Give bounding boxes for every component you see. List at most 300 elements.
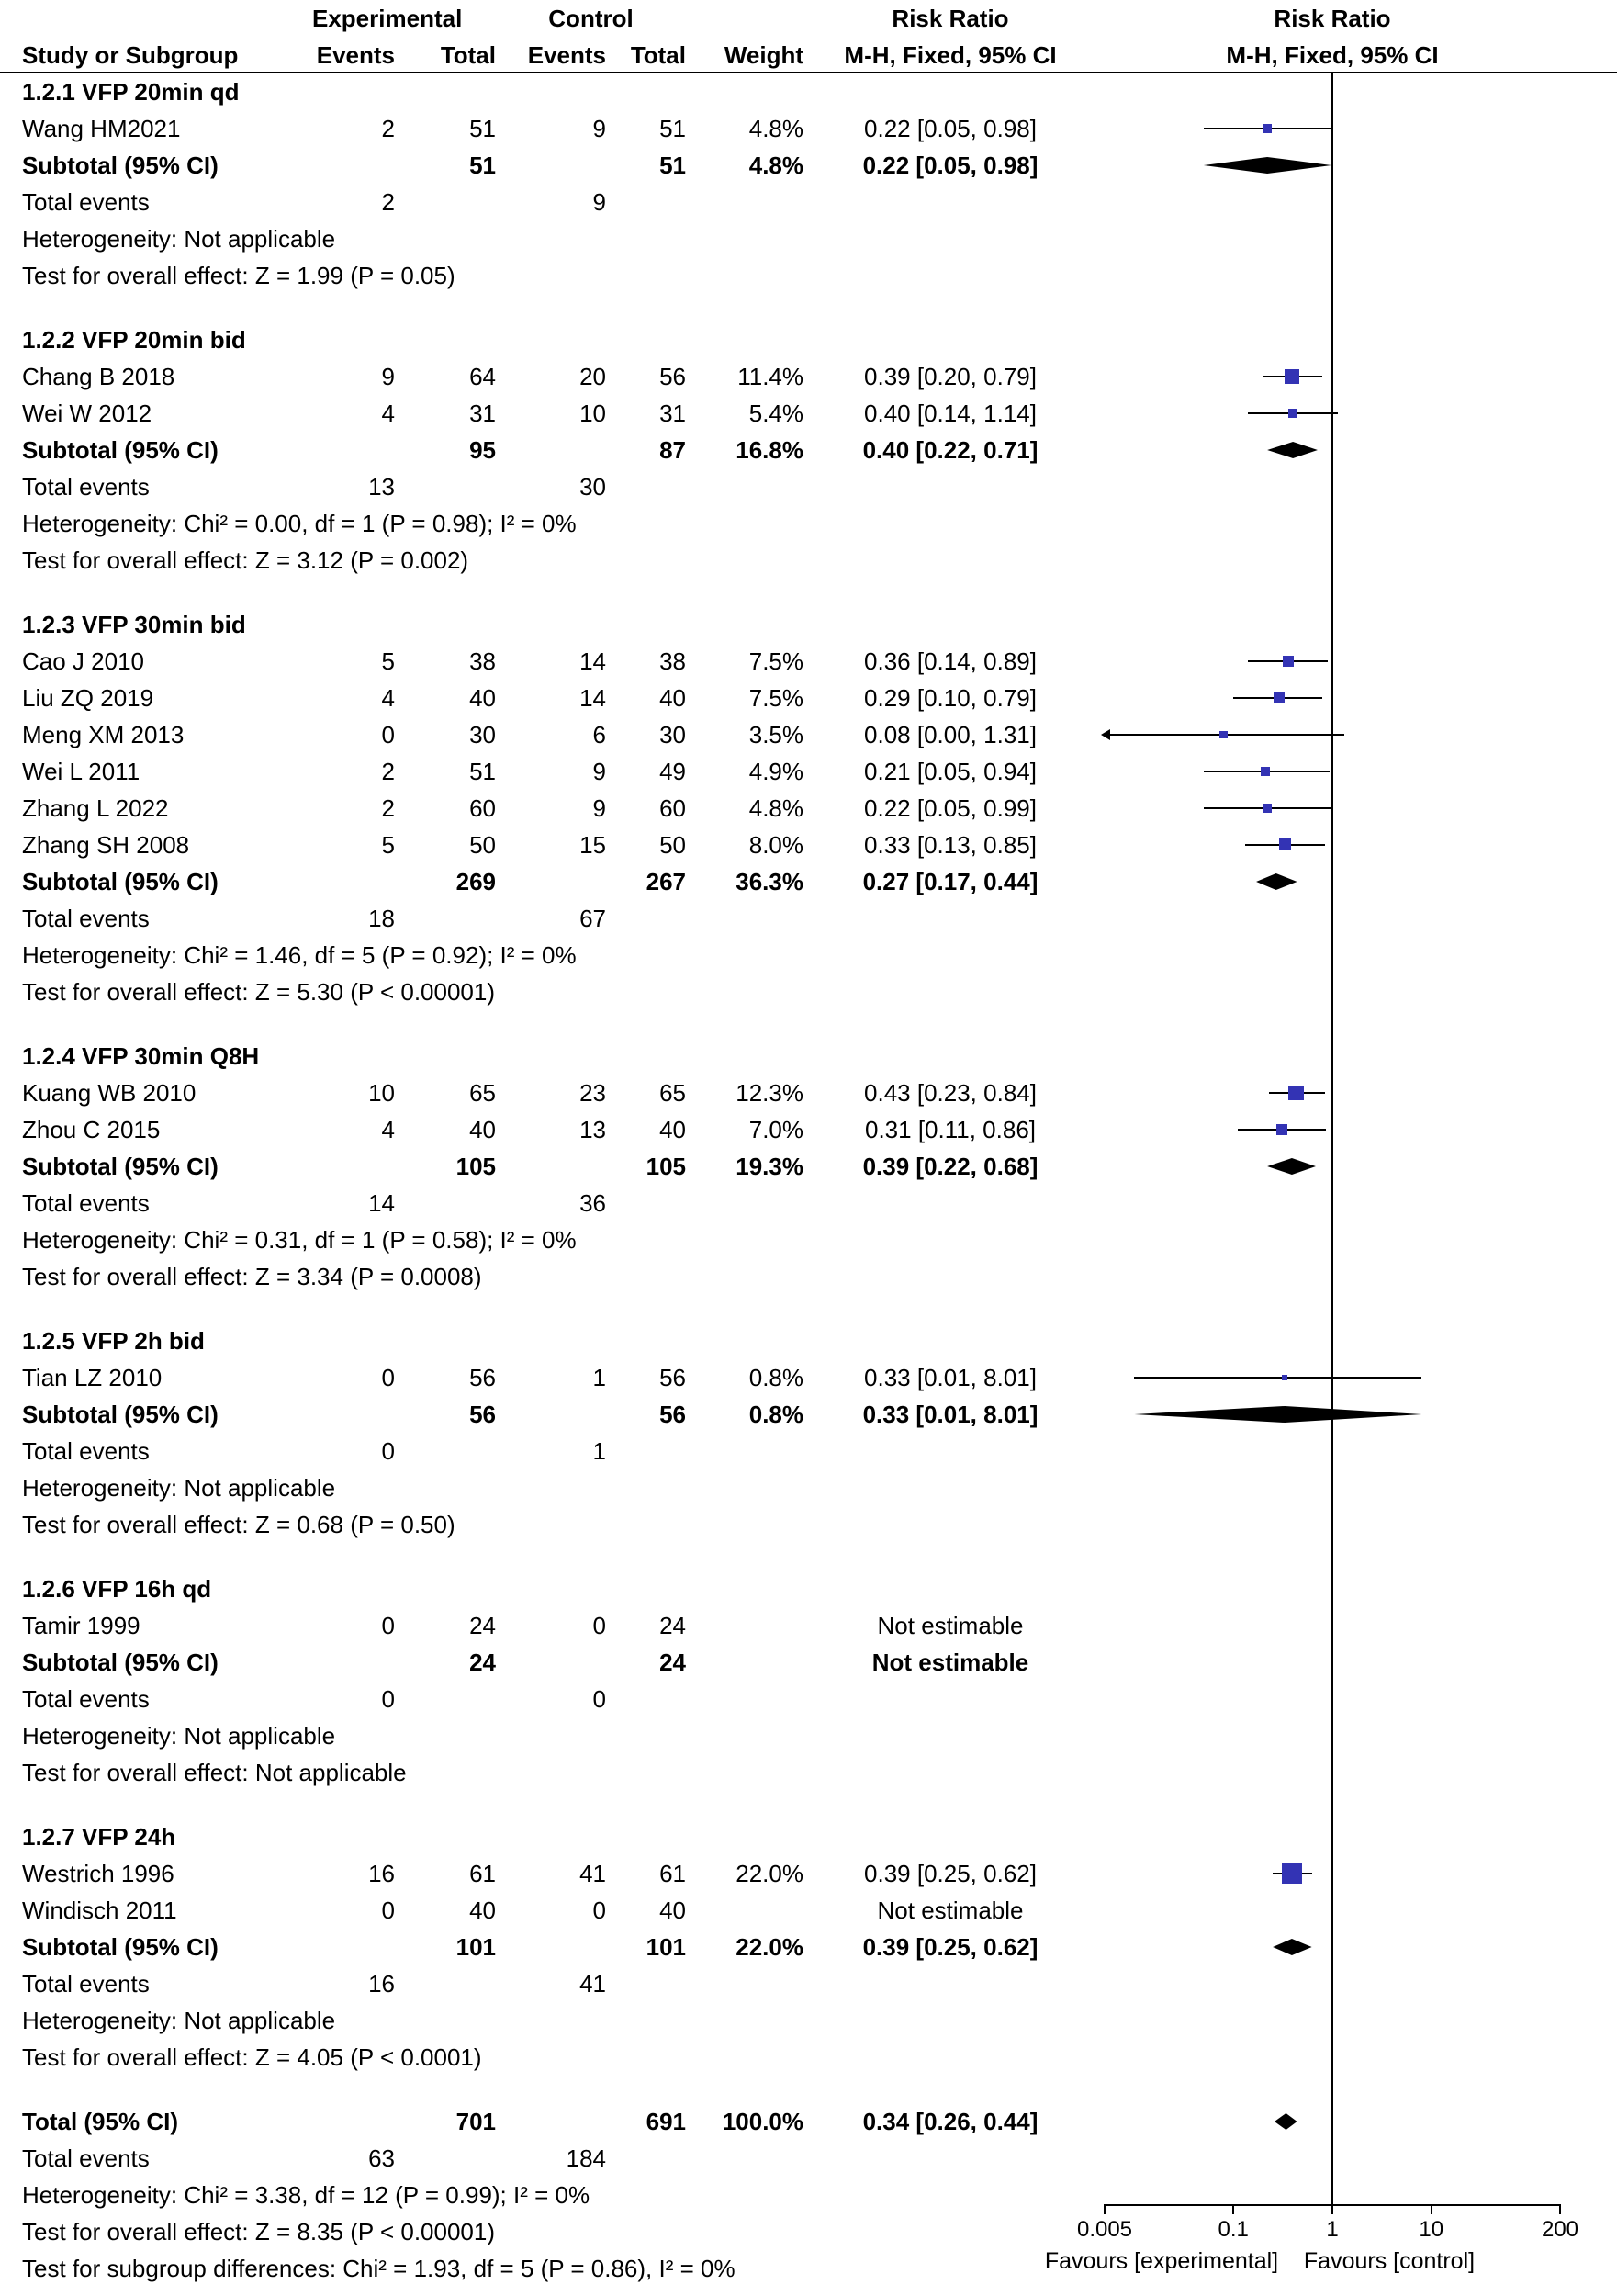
total-control: 267 [646, 868, 686, 895]
events-control: 41 [579, 1970, 606, 1998]
total-control: 65 [659, 1079, 686, 1107]
events-experimental: 5 [381, 831, 395, 859]
plot-cell [1097, 1892, 1617, 1929]
effect-square [1282, 1375, 1287, 1380]
ci-value [803, 1965, 1097, 2002]
ci-value: 0.29 [0.10, 0.79] [864, 684, 1037, 712]
subgroup-title: 1.2.2 VFP 20min bid [22, 326, 246, 354]
axis-tick [1232, 2204, 1234, 2214]
total-control [606, 468, 686, 505]
study-label: Total events [22, 473, 150, 501]
events-control: 20 [579, 363, 606, 390]
plot-cell [1097, 468, 1617, 505]
study-label: Meng XM 2013 [22, 721, 185, 748]
total-control [606, 900, 686, 937]
footnote: Heterogeneity: Not applicable [22, 1474, 336, 1502]
total-control [606, 1965, 686, 2002]
total-control: 40 [659, 684, 686, 712]
subgroup-title-row [0, 73, 1617, 110]
ci-value: 0.34 [0.26, 0.44] [862, 2108, 1039, 2135]
note-row [0, 1506, 1617, 1543]
total-experimental: 269 [455, 868, 496, 895]
subgroup-title: 1.2.3 VFP 30min bid [22, 611, 246, 638]
header-weight: Weight [724, 41, 803, 69]
total-control: 30 [659, 721, 686, 748]
study-label: Tamir 1999 [22, 1612, 140, 1639]
header-total-ctrl: Total [630, 41, 686, 69]
events-experimental: 2 [381, 794, 395, 822]
study-row [0, 110, 1617, 147]
plot-cell [1097, 395, 1617, 432]
plot-cell [1097, 1929, 1617, 1965]
plot-cell [1097, 753, 1617, 790]
arrow-left-icon [1101, 729, 1110, 740]
weight-value: 16.8% [736, 436, 803, 464]
plot-cell [1097, 716, 1617, 753]
effect-square [1288, 1086, 1303, 1100]
total-control: 49 [659, 758, 686, 785]
plot-cell [1097, 542, 1617, 579]
plot-cell [1097, 1506, 1617, 1543]
plot-cell [1097, 73, 1617, 110]
events-experimental: 2 [381, 115, 395, 142]
study-label: Subtotal (95% CI) [22, 1153, 219, 1180]
events-experimental: 16 [368, 1970, 395, 1998]
header-events-exp: Events [316, 41, 395, 69]
study-label: Liu ZQ 2019 [22, 684, 154, 712]
plot-cell [1097, 1570, 1617, 1607]
note-row [0, 220, 1617, 257]
effect-square [1288, 409, 1298, 419]
total-control: 38 [659, 647, 686, 675]
study-row [0, 1075, 1617, 1111]
footnote: Heterogeneity: Not applicable [22, 1722, 336, 1750]
total-control: 56 [659, 1401, 686, 1428]
total-control: 56 [659, 1364, 686, 1391]
events-experimental: 14 [368, 1189, 395, 1217]
footnote: Heterogeneity: Chi² = 1.46, df = 5 (P = 0.92); I² = 0% [22, 941, 577, 969]
events-experimental: 0 [381, 721, 395, 748]
plot-cell [1097, 1717, 1617, 1754]
weight-value: 4.8% [748, 152, 803, 179]
events-control: 9 [592, 758, 606, 785]
events-control: 15 [579, 831, 606, 859]
total-control: 40 [659, 1116, 686, 1143]
weight-value: 5.4% [748, 400, 803, 427]
events-experimental [312, 1929, 395, 1965]
total-experimental [395, 1681, 496, 1717]
note-row [0, 1717, 1617, 1754]
ci-value: Not estimable [877, 1896, 1024, 1924]
total-control: 51 [659, 152, 686, 179]
axis-tick [1431, 2204, 1432, 2214]
study-label: Zhang SH 2008 [22, 831, 190, 859]
events-control: 14 [579, 684, 606, 712]
ci-value [803, 2140, 1097, 2177]
events-experimental: 5 [381, 647, 395, 675]
events-control: 1 [592, 1437, 606, 1465]
plot-cell [1097, 147, 1617, 184]
weight-value: 7.0% [748, 1116, 803, 1143]
study-label: Total events [22, 1685, 150, 1713]
ci-value [803, 1185, 1097, 1221]
subtotal-row [0, 1148, 1617, 1185]
study-label: Subtotal (95% CI) [22, 868, 219, 895]
x-axis [1044, 2195, 1617, 2296]
study-label: Total events [22, 1970, 150, 1998]
note-row [0, 542, 1617, 579]
events-control: 0 [592, 1685, 606, 1713]
events-experimental: 2 [381, 188, 395, 216]
ci-value: 0.36 [0.14, 0.89] [864, 647, 1037, 675]
events-experimental: 2 [381, 758, 395, 785]
total-experimental: 64 [469, 363, 496, 390]
weight-value: 0.8% [748, 1364, 803, 1391]
total-experimental: 24 [469, 1649, 496, 1676]
plot-cell [1097, 2002, 1617, 2039]
weight-value: 12.3% [736, 1079, 803, 1107]
events-experimental: 0 [381, 1685, 395, 1713]
total-experimental: 56 [469, 1401, 496, 1428]
plot-cell [1097, 1754, 1617, 1791]
note-row [0, 1258, 1617, 1295]
ci-value: 0.43 [0.23, 0.84] [864, 1079, 1037, 1107]
study-row [0, 358, 1617, 395]
total-control: 87 [659, 436, 686, 464]
favours-left-label: Favours [experimental] [1044, 2248, 1279, 2274]
ci-value: Not estimable [871, 1649, 1029, 1676]
study-label: Wei L 2011 [22, 758, 140, 785]
header-experimental: Experimental [312, 5, 463, 32]
plot-cell [1097, 1221, 1617, 1258]
plot-cell [1097, 110, 1617, 147]
header-group-row [0, 0, 1617, 37]
study-label: Zhang L 2022 [22, 794, 169, 822]
favours-right-label: Favours [control] [1303, 2248, 1476, 2274]
plot-cell [1097, 505, 1617, 542]
pooled-diamond [1134, 1406, 1421, 1423]
weight-value: 4.9% [748, 758, 803, 785]
ci-value [803, 468, 1097, 505]
total-experimental [395, 2140, 496, 2177]
events-experimental: 4 [381, 400, 395, 427]
study-label: Wei W 2012 [22, 400, 152, 427]
total-experimental [395, 1433, 496, 1469]
study-label: Zhou C 2015 [22, 1116, 161, 1143]
forest-rows [0, 73, 1617, 2287]
events-control: 9 [592, 115, 606, 142]
events-control: 6 [592, 721, 606, 748]
weight-value: 0.8% [748, 1401, 803, 1428]
subgroup-title-row [0, 1038, 1617, 1075]
total-experimental: 51 [469, 115, 496, 142]
total-experimental: 65 [469, 1079, 496, 1107]
total-experimental [395, 1965, 496, 2002]
ci-value [803, 184, 1097, 220]
total-control [606, 184, 686, 220]
total-experimental: 40 [469, 1116, 496, 1143]
events-control: 0 [592, 1896, 606, 1924]
effect-square [1285, 369, 1299, 384]
weight-value [686, 900, 803, 937]
events-control: 14 [579, 647, 606, 675]
total-events-row [0, 468, 1617, 505]
note-row [0, 2039, 1617, 2076]
subgroup-title: 1.2.5 VFP 2h bid [22, 1327, 205, 1355]
pooled-diamond [1267, 1158, 1316, 1175]
events-control: 41 [579, 1860, 606, 1887]
ci-value: 0.39 [0.25, 0.62] [864, 1860, 1037, 1887]
study-label: Total events [22, 1437, 150, 1465]
weight-value: 3.5% [748, 721, 803, 748]
header-ci-method: M-H, Fixed, 95% CI [844, 41, 1057, 69]
weight-value: 100.0% [722, 2108, 803, 2135]
total-experimental: 51 [469, 152, 496, 179]
plot-cell [1097, 606, 1617, 643]
events-control: 1 [592, 1364, 606, 1391]
total-events-row [0, 2140, 1617, 2177]
plot-cell [1097, 1469, 1617, 1506]
plot-cell [1097, 2140, 1617, 2177]
weight-value: 19.3% [736, 1153, 803, 1180]
plot-cell [1097, 1396, 1617, 1433]
study-row [0, 395, 1617, 432]
total-events-row [0, 1185, 1617, 1221]
plot-cell [1097, 1038, 1617, 1075]
plot-cell [1097, 1258, 1617, 1295]
header-control: Control [548, 5, 634, 32]
events-control [496, 1396, 606, 1433]
total-control [606, 1681, 686, 1717]
events-experimental: 13 [368, 473, 395, 501]
events-experimental [312, 1396, 395, 1433]
plot-cell [1097, 1607, 1617, 1644]
plot-cell [1097, 220, 1617, 257]
weight-value [686, 1185, 803, 1221]
study-label: Subtotal (95% CI) [22, 152, 219, 179]
weight-value: 8.0% [748, 831, 803, 859]
study-label: Subtotal (95% CI) [22, 1401, 219, 1428]
total-experimental: 51 [469, 758, 496, 785]
study-label: Kuang WB 2010 [22, 1079, 197, 1107]
study-row [0, 643, 1617, 680]
total-control: 56 [659, 363, 686, 390]
ci-value: 0.33 [0.13, 0.85] [864, 831, 1037, 859]
footnote: Test for overall effect: Z = 3.12 (P = 0.002) [22, 546, 469, 574]
events-control [496, 1929, 606, 1965]
total-experimental: 95 [469, 436, 496, 464]
events-experimental [312, 1148, 395, 1185]
total-experimental [395, 900, 496, 937]
events-experimental [312, 432, 395, 468]
study-label: Subtotal (95% CI) [22, 1649, 219, 1676]
pooled-diamond [1275, 2113, 1297, 2130]
study-label: Windisch 2011 [22, 1896, 177, 1924]
weight-value [686, 1965, 803, 2002]
effect-square [1219, 731, 1228, 739]
plot-cell [1097, 643, 1617, 680]
note-row [0, 1221, 1617, 1258]
header-events-ctrl: Events [527, 41, 606, 69]
events-experimental [312, 147, 395, 184]
plot-cell [1097, 1681, 1617, 1717]
plot-cell [1097, 321, 1617, 358]
plot-cell [1097, 1075, 1617, 1111]
ci-value: 0.21 [0.05, 0.94] [864, 758, 1037, 785]
axis-tick-label: 200 [1541, 2217, 1579, 2242]
footnote: Test for overall effect: Z = 4.05 (P < 0.0001) [22, 2043, 482, 2071]
total-control: 51 [659, 115, 686, 142]
plot-cell [1097, 937, 1617, 974]
weight-value [686, 1892, 803, 1929]
effect-square [1276, 1124, 1287, 1135]
ci-value: 0.31 [0.11, 0.86] [865, 1116, 1036, 1143]
events-experimental: 18 [368, 905, 395, 932]
study-label: Total events [22, 1189, 150, 1217]
total-control: 60 [659, 794, 686, 822]
total-events-row [0, 1433, 1617, 1469]
plot-cell [1097, 1818, 1617, 1855]
total-control: 24 [659, 1649, 686, 1676]
ci-value: 0.33 [0.01, 8.01] [862, 1401, 1039, 1428]
plot-cell [1097, 1644, 1617, 1681]
plot-cell [1097, 863, 1617, 900]
total-experimental [395, 184, 496, 220]
axis-tick-label: 0.005 [1076, 2217, 1133, 2242]
study-row [0, 753, 1617, 790]
subgroup-title-row [0, 321, 1617, 358]
footnote: Test for overall effect: Not applicable [22, 1759, 407, 1786]
study-label: Tian LZ 2010 [22, 1364, 163, 1391]
weight-value [686, 1681, 803, 1717]
total-control: 101 [646, 1933, 686, 1961]
events-experimental [312, 1644, 395, 1681]
events-control: 67 [579, 905, 606, 932]
study-label: Wang HM2021 [22, 115, 181, 142]
study-label: Subtotal (95% CI) [22, 1933, 219, 1961]
events-control [496, 147, 606, 184]
study-label: Total events [22, 188, 150, 216]
note-row [0, 2002, 1617, 2039]
header-ci-method-plot: M-H, Fixed, 95% CI [1226, 41, 1439, 69]
subgroup-title-row [0, 1818, 1617, 1855]
axis-tick [1559, 2204, 1561, 2214]
plot-cell [1097, 358, 1617, 395]
events-control [496, 1148, 606, 1185]
effect-square [1279, 838, 1291, 850]
total-experimental: 101 [455, 1933, 496, 1961]
total-experimental: 40 [469, 684, 496, 712]
total-control [606, 1433, 686, 1469]
events-experimental: 0 [381, 1612, 395, 1639]
effect-square [1261, 767, 1270, 776]
weight-value [686, 184, 803, 220]
plot-cell [1097, 680, 1617, 716]
pooled-diamond [1204, 157, 1331, 174]
plot-cell [1097, 257, 1617, 294]
note-row [0, 937, 1617, 974]
header-risk-ratio-text: Risk Ratio [892, 5, 1009, 32]
plot-cell [1097, 1322, 1617, 1359]
study-label: Cao J 2010 [22, 647, 144, 675]
study-label: Total events [22, 905, 150, 932]
plot-cell [1097, 790, 1617, 827]
subgroup-title-row [0, 606, 1617, 643]
events-control [496, 1644, 606, 1681]
study-label: Subtotal (95% CI) [22, 436, 219, 464]
pooled-diamond [1256, 873, 1297, 890]
plot-cell [1097, 1965, 1617, 2002]
subtotal-row [0, 147, 1617, 184]
plot-cell [1097, 1359, 1617, 1396]
total-experimental: 24 [469, 1612, 496, 1639]
study-row [0, 1359, 1617, 1396]
ci-value: 0.08 [0.00, 1.31] [864, 721, 1037, 748]
study-row [0, 1892, 1617, 1929]
events-experimental: 0 [381, 1364, 395, 1391]
footnote: Test for overall effect: Z = 0.68 (P = 0.50) [22, 1511, 455, 1538]
plot-cell [1097, 1148, 1617, 1185]
weight-value: 36.3% [736, 868, 803, 895]
subtotal-row [0, 1644, 1617, 1681]
study-row [0, 827, 1617, 863]
ci-value: 0.27 [0.17, 0.44] [862, 868, 1039, 895]
total-experimental: 60 [469, 794, 496, 822]
axis-tick [1331, 2204, 1333, 2214]
plot-cell [1097, 432, 1617, 468]
axis-tick [1104, 2204, 1106, 2214]
events-control [496, 2103, 606, 2140]
events-control [496, 863, 606, 900]
plot-cell [1097, 1185, 1617, 1221]
axis-tick-label: 10 [1419, 2217, 1444, 2242]
total-control: 50 [659, 831, 686, 859]
weight-value: 11.4% [737, 363, 803, 390]
total-experimental: 105 [455, 1153, 496, 1180]
events-experimental: 63 [368, 2144, 395, 2172]
events-control: 9 [592, 188, 606, 216]
ci-value [803, 1433, 1097, 1469]
plot-cell [1097, 827, 1617, 863]
subgroup-title: 1.2.4 VFP 30min Q8H [22, 1042, 260, 1070]
weight-value: 7.5% [748, 684, 803, 712]
study-label: Chang B 2018 [22, 363, 175, 390]
footnote: Heterogeneity: Not applicable [22, 2007, 336, 2034]
plot-cell [1097, 974, 1617, 1010]
weight-value: 7.5% [748, 647, 803, 675]
header-column-row [0, 37, 1617, 73]
note-row [0, 1754, 1617, 1791]
ci-value: 0.39 [0.25, 0.62] [862, 1933, 1039, 1961]
events-control: 184 [566, 2144, 606, 2172]
ci-value: 0.39 [0.22, 0.68] [862, 1153, 1039, 1180]
footnote: Test for overall effect: Z = 1.99 (P = 0.05) [22, 262, 455, 289]
footnote: Heterogeneity: Chi² = 3.38, df = 12 (P = 0.99); I² = 0% [22, 2181, 590, 2209]
subgroup-title-row [0, 1570, 1617, 1607]
weight-value: 4.8% [748, 794, 803, 822]
footnote: Heterogeneity: Chi² = 0.31, df = 1 (P = 0.58); I² = 0% [22, 1226, 577, 1254]
subgroup-title-row [0, 1322, 1617, 1359]
total-row [0, 2103, 1617, 2140]
ci-value: 0.33 [0.01, 8.01] [864, 1364, 1037, 1391]
total-control [606, 2140, 686, 2177]
header-total-exp: Total [440, 41, 496, 69]
ci-value: 0.40 [0.14, 1.14] [864, 400, 1037, 427]
total-events-row [0, 900, 1617, 937]
plot-cell [1097, 2103, 1617, 2140]
footnote: Heterogeneity: Chi² = 0.00, df = 1 (P = 0.98); I² = 0% [22, 510, 577, 537]
pooled-diamond [1273, 1939, 1312, 1955]
